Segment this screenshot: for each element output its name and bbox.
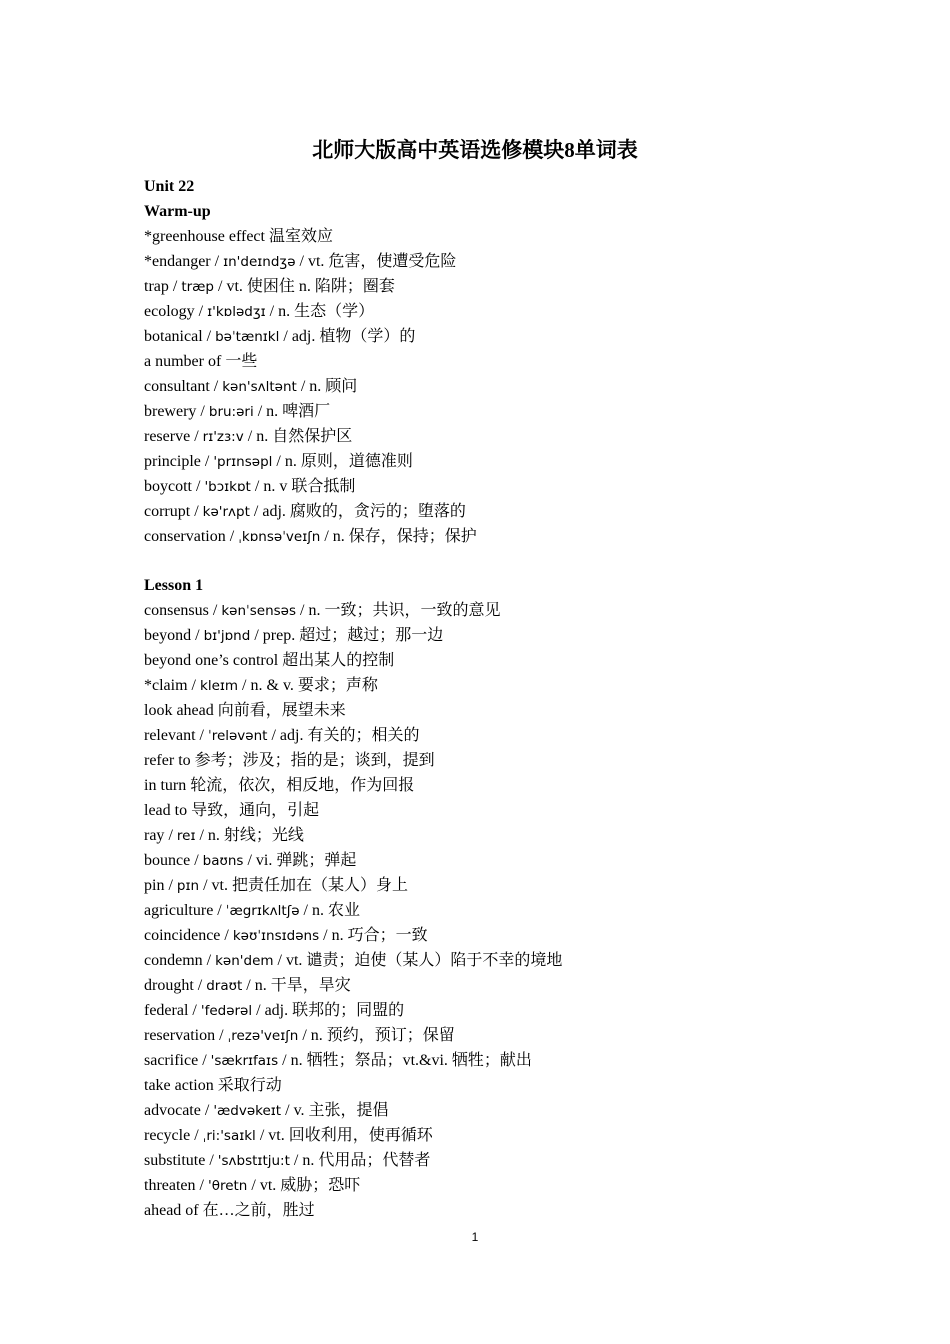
entry-definition: n. 射线；光线 (207, 827, 304, 844)
entry-word: relevant (144, 727, 196, 744)
vocabulary-entry (144, 1073, 844, 1098)
entry-definition: n. 自然保护区 (256, 428, 353, 445)
vocabulary-entry: sacrifice / 'sækrɪfaɪs / n. 牺牲；祭品；vt.&vi. 牺牲；献出 (144, 1052, 532, 1069)
section-spacer (144, 549, 844, 573)
entry-word: brewery (144, 403, 197, 420)
entry-definition: n. 牺牲；祭品；vt.&vi. 牺牲；献出 (290, 1052, 532, 1069)
entry-definition: adj. 腐败的，贪污的；堕落的 (262, 503, 466, 520)
entry-pronunciation: baʊns (202, 853, 244, 869)
entry-word: corrupt (144, 503, 191, 520)
entry-definition: vt. 威胁；恐吓 (259, 1177, 361, 1194)
entry-definition: 采取行动 (217, 1077, 282, 1094)
vocabulary-entry: trap / træp / vt. 使困住 n. 陷阱；圈套 (144, 278, 395, 295)
vocabulary-entry: coincidence / kəʊˈɪnsɪdəns / n. 巧合；一致 (144, 927, 428, 944)
entry-pronunciation: bəˈtænɪkl (215, 329, 280, 345)
vocabulary-entry: condemn / kən'dem / vt. 谴责；迫使（某人）陷于不幸的境地 (144, 952, 563, 969)
section-heading: Unit 22 (144, 178, 195, 195)
entry-pronunciation: ɪ'kɒlədʒɪ (207, 304, 266, 320)
vocabulary-entry: bounce / baʊns / vi. 弹跳；弹起 (144, 852, 357, 869)
vocabulary-entry: substitute / 'sʌbstɪtju:t / n. 代用品；代替者 (144, 1152, 431, 1169)
entry-word: take action (144, 1077, 214, 1094)
entry-word: lead to (144, 802, 188, 819)
entry-word: recycle (144, 1127, 191, 1144)
entry-pronunciation: pɪn (176, 878, 200, 894)
entry-definition: n. 巧合；一致 (331, 927, 428, 944)
vocabulary-entry: consultant / kən'sʌltənt / n. 顾问 (144, 378, 358, 395)
entry-word: consultant (144, 378, 210, 395)
entry-definition: n. 原则，道德准则 (284, 453, 413, 470)
vocabulary-entry: brewery / bru:əri / n. 啤酒厂 (144, 403, 331, 420)
entry-definition: n. 一致；共识，一致的意见 (308, 602, 501, 619)
entry-definition: 超出某人的控制 (282, 652, 395, 669)
entry-word: *claim (144, 677, 188, 694)
entry-pronunciation: kən'sʌltənt (222, 379, 297, 395)
entry-word: a number of (144, 353, 222, 370)
entry-word: consensus (144, 602, 209, 619)
entry-pronunciation: ˌri:'saɪkl (202, 1128, 256, 1144)
entry-pronunciation: kə'rʌpt (202, 504, 250, 520)
entry-definition: n. 生态（学） (278, 303, 375, 320)
entry-definition: vt. 回收利用，使再循环 (268, 1127, 433, 1144)
entry-definition: adj. 联邦的；同盟的 (264, 1002, 405, 1019)
page-number: 1 (471, 1230, 479, 1244)
entry-definition: n. 顾问 (309, 378, 358, 395)
vocabulary-entry: consensus / kənˈsensəs / n. 一致；共识，一致的意见 (144, 602, 501, 619)
vocabulary-entry (144, 1198, 844, 1223)
entry-pronunciation: 'bɔɪkɒt (204, 479, 251, 495)
entry-pronunciation: reɪ (176, 828, 196, 844)
entry-word: drought (144, 977, 194, 994)
entry-pronunciation: kənˈsensəs (221, 603, 297, 619)
entry-word: conservation (144, 528, 226, 545)
vocabulary-entry: drought / draʊt / n. 干旱，旱灾 (144, 977, 351, 994)
entry-word: condemn (144, 952, 203, 969)
entry-word: *endanger (144, 253, 211, 270)
vocabulary-entry: *endanger / ɪn'deɪndʒə / vt. 危害，使遭受危险 (144, 253, 457, 270)
entry-word: sacrifice (144, 1052, 199, 1069)
entry-pronunciation: draʊt (206, 978, 243, 994)
entry-definition: vi. 弹跳；弹起 (255, 852, 357, 869)
vocabulary-entry: relevant / ˈreləvənt / adj. 有关的；相关的 (144, 727, 420, 744)
entry-definition: n. 代用品；代替者 (302, 1152, 431, 1169)
entry-word: federal (144, 1002, 189, 1019)
entry-definition: vt. 把责任加在（某人）身上 (211, 877, 408, 894)
vocabulary-entry (144, 349, 844, 374)
entry-definition: vt. 危害，使遭受危险 (307, 253, 457, 270)
entry-word: reserve (144, 428, 191, 445)
vocabulary-entry: recycle / ˌri:'saɪkl / vt. 回收利用，使再循环 (144, 1127, 433, 1144)
entry-definition: vt. 使困住 n. 陷阱；圈套 (226, 278, 395, 295)
vocabulary-entry: ray / reɪ / n. 射线；光线 (144, 827, 304, 844)
vocabulary-entry (144, 773, 844, 798)
vocabulary-entry (144, 648, 844, 673)
entry-definition: v. 主张，提倡 (293, 1102, 389, 1119)
entry-pronunciation: 'θretn (207, 1178, 248, 1194)
entry-definition: 轮流，依次，相反地，作为回报 (190, 777, 415, 794)
section-heading: Lesson 1 (144, 577, 204, 594)
entry-definition: n. & v. 要求；声称 (250, 677, 378, 694)
entry-pronunciation: 'prɪnsəpl (213, 454, 273, 470)
entry-word: in turn (144, 777, 187, 794)
entry-word: refer to (144, 752, 191, 769)
vocabulary-entry (144, 224, 844, 249)
entry-word: boycott (144, 478, 192, 495)
entry-pronunciation: ˌrezə'veɪʃn (227, 1028, 299, 1044)
vocabulary-entry: agriculture / ˈægrɪkʌltʃə / n. 农业 (144, 902, 361, 919)
entry-word: ray (144, 827, 165, 844)
entry-pronunciation: rɪ'zɜ:v (202, 429, 244, 445)
entry-definition: 参考；涉及；指的是；谈到，提到 (194, 752, 435, 769)
vocabulary-entry: ecology / ɪ'kɒlədʒɪ / n. 生态（学） (144, 303, 375, 320)
entry-pronunciation: træp (181, 279, 214, 295)
vocabulary-entry: beyond / bɪ'jɒnd / prep. 超过；越过；那一边 (144, 627, 444, 644)
entry-definition: adj. 有关的；相关的 (279, 727, 420, 744)
entry-definition: n. 农业 (312, 902, 361, 919)
entry-definition: n. 干旱，旱灾 (254, 977, 351, 994)
vocabulary-entry (144, 748, 844, 773)
entry-word: look ahead (144, 702, 214, 719)
entry-pronunciation: 'ædvəkeɪt (213, 1103, 282, 1119)
entry-pronunciation: 'sʌbstɪtju:t (217, 1153, 290, 1169)
vocabulary-entry: boycott / 'bɔɪkɒt / n. v 联合抵制 (144, 478, 356, 495)
entry-word: pin (144, 877, 165, 894)
entry-word: trap (144, 278, 169, 295)
entry-word: *greenhouse effect (144, 228, 265, 245)
entry-pronunciation: ˈreləvənt (207, 728, 268, 744)
vocabulary-entry: reservation / ˌrezə'veɪʃn / n. 预约，预订；保留 (144, 1027, 455, 1044)
entry-definition: adj. 植物（学）的 (291, 328, 416, 345)
entry-word: botanical (144, 328, 203, 345)
entry-definition: vt. 谴责；迫使（某人）陷于不幸的境地 (285, 952, 563, 969)
entry-pronunciation: kleɪm (200, 678, 239, 694)
entry-pronunciation: bru:əri (208, 404, 254, 420)
vocabulary-list (144, 174, 844, 1223)
vocabulary-entry (144, 698, 844, 723)
vocabulary-entry: federal / 'fedərəl / adj. 联邦的；同盟的 (144, 1002, 405, 1019)
entry-definition: 导致，通向，引起 (191, 802, 320, 819)
entry-definition: 一些 (225, 353, 258, 370)
vocabulary-entry (144, 798, 844, 823)
page-title: 北师大版高中英语选修模块8单词表 (312, 138, 638, 162)
vocabulary-entry: advocate / 'ædvəkeɪt / v. 主张，提倡 (144, 1102, 389, 1119)
entry-pronunciation: ɪn'deɪndʒə (223, 254, 296, 270)
vocabulary-entry: corrupt / kə'rʌpt / adj. 腐败的，贪污的；堕落的 (144, 503, 466, 520)
entry-pronunciation: ˌkɒnsəˈveɪʃn (238, 529, 321, 545)
entry-definition: n. 预约，预订；保留 (310, 1027, 455, 1044)
entry-word: principle (144, 453, 201, 470)
entry-pronunciation: 'fedərəl (200, 1003, 253, 1019)
entry-pronunciation: bɪ'jɒnd (203, 628, 251, 644)
entry-definition: prep. 超过；越过；那一边 (262, 627, 444, 644)
entry-definition: n. 保存，保持；保护 (332, 528, 477, 545)
entry-word: agriculture (144, 902, 214, 919)
vocabulary-entry: conservation / ˌkɒnsəˈveɪʃn / n. 保存，保持；保护 (144, 528, 477, 545)
entry-word: threaten (144, 1177, 196, 1194)
entry-pronunciation: ˈægrɪkʌltʃə (225, 903, 300, 919)
entry-word: reservation (144, 1027, 216, 1044)
entry-pronunciation: kəʊˈɪnsɪdəns (232, 928, 320, 944)
entry-word: ahead of (144, 1202, 199, 1219)
entry-word: advocate (144, 1102, 201, 1119)
vocabulary-entry: *claim / kleɪm / n. & v. 要求；声称 (144, 677, 378, 694)
entry-pronunciation: 'sækrɪfaɪs (210, 1053, 279, 1069)
section-heading: Warm-up (144, 203, 211, 220)
vocabulary-entry: reserve / rɪ'zɜ:v / n. 自然保护区 (144, 428, 353, 445)
entry-definition: 温室效应 (268, 228, 333, 245)
entry-definition: n. v 联合抵制 (263, 478, 356, 495)
entry-word: beyond (144, 627, 192, 644)
vocabulary-entry: principle / 'prɪnsəpl / n. 原则，道德准则 (144, 453, 413, 470)
entry-word: bounce (144, 852, 191, 869)
vocabulary-entry: threaten / 'θretn / vt. 威胁；恐吓 (144, 1177, 361, 1194)
vocabulary-entry: botanical / bəˈtænɪkl / adj. 植物（学）的 (144, 328, 416, 345)
entry-definition: 向前看，展望未来 (217, 702, 346, 719)
entry-word: coincidence (144, 927, 221, 944)
entry-word: ecology (144, 303, 195, 320)
vocabulary-entry: pin / pɪn / vt. 把责任加在（某人）身上 (144, 877, 408, 894)
entry-definition: n. 啤酒厂 (266, 403, 331, 420)
entry-pronunciation: kən'dem (215, 953, 274, 969)
entry-word: substitute (144, 1152, 206, 1169)
entry-definition: 在…之前，胜过 (202, 1202, 315, 1219)
entry-word: beyond one’s control (144, 652, 279, 669)
